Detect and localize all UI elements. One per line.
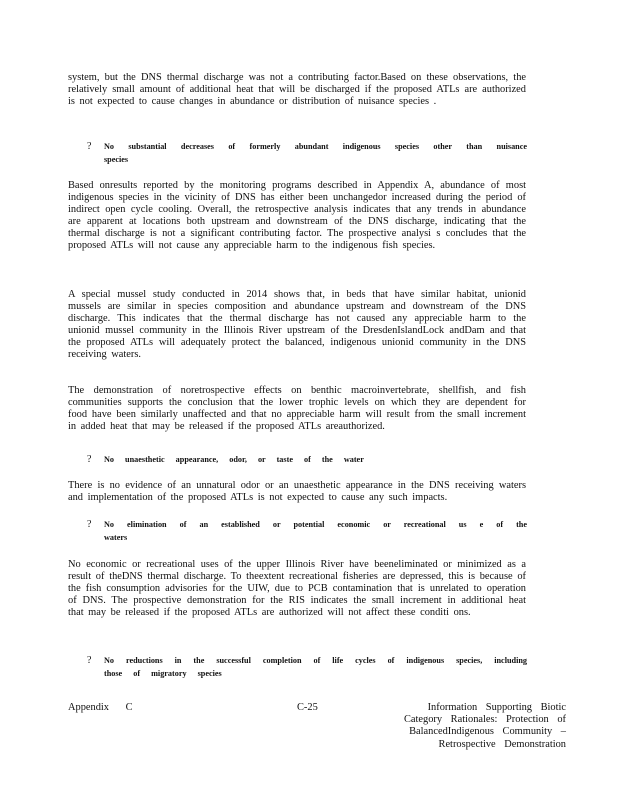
paragraph-mussel-study: A special mussel study conducted in 2014 shows that, in beds that have similar habitat, unionid mussels are similar in species composition and abundance upstream and downstream of the DNS discharge. This indicates that the thermal discharge has not caused any appreciable harm to the unionid mussel community in the Illinois River upstream of the DresdenIslandLock andDam and that the proposed ATLs will adequately protect the balanced, indigenous unionid community in the DNS receiving waters.: [68, 289, 526, 360]
bullet-marker: ?: [87, 454, 92, 465]
bullet-indigenous-species: [87, 141, 527, 166]
paragraph-benthic-demonstration: The demonstration of noretrospective effects on benthic macroinvertebrate, shellfish, and fish communities supports the conclusion that the lower trophic levels on which they are dependent for food have been similarly unaffected and that no appreciable harm will result from the small increment in added heat that may be released if the proposed ATLs areauthorized.: [68, 385, 526, 432]
bullet-unaesthetic-appearance: [87, 454, 527, 467]
bullet-marker: ?: [87, 655, 92, 666]
paragraph-odor-evidence: There is no evidence of an unnatural odor or an unaesthetic appearance in the DNS receiving waters and implementation of the proposed ATLs is not expected to cause any such impacts.: [68, 480, 526, 503]
bullet-text: No elimination of an established or potential economic or recreational us e of the waters: [104, 520, 527, 542]
bullet-text: No unaesthetic appearance, odor, or taste of the water: [104, 455, 364, 464]
footer-section-title: Information Supporting Biotic Category Rationales: Protection of BalancedIndigenous Community –Retrospective Demonstration: [404, 702, 566, 750]
footer-appendix-label: Appendix C: [68, 702, 133, 713]
bullet-text: No reductions in the successful completion of life cycles of indigenous species, including those of migratory species: [104, 656, 527, 678]
bullet-recreational-use: [87, 519, 527, 544]
paragraph-economic-uses: No economic or recreational uses of the upper Illinois River have beeneliminated or minimized as a result of theDNS thermal discharge. To theextent recreational fisheries are depressed, this is because of the fish consumption advisories for the UIW, due to PCB contamination that is unrelated to operation of DNS. The prospective demonstration for the RIS indicates the small increment in additional heat that may be released if the proposed ATLs are authorized will not affect these conditi ons.: [68, 559, 526, 618]
footer-page-number: C-25: [297, 702, 318, 713]
bullet-marker: ?: [87, 519, 92, 530]
paragraph-monitoring-results: Based onresults reported by the monitoring programs described in Appendix A, abundance of most indigenous species in the vicinity of DNS has either been unchangedor increased during the period of indirect open cycle cooling. Overall, the retrospective analysis indicates that any trends in abundance are apparent at locations both upstream and downstream of the DNS discharge, indicating that the thermal discharge is not a significant contributing factor. The prospective analysi s concludes that the proposed ATLs will not cause any appreciable harm to the indigenous fish species.: [68, 180, 526, 251]
paragraph-nuisance-species: system, but the DNS thermal discharge was not a contributing factor.Based on these observations, the relatively small amount of additional heat that will be discharged if the proposed ATLs are authorized is not expected to cause changes in abundance or distribution of nuisance species .: [68, 72, 526, 107]
bullet-marker: ?: [87, 141, 92, 152]
bullet-life-cycles: [87, 655, 527, 680]
bullet-text: No substantial decreases of formerly abundant indigenous species other than nuisance species: [104, 142, 527, 164]
